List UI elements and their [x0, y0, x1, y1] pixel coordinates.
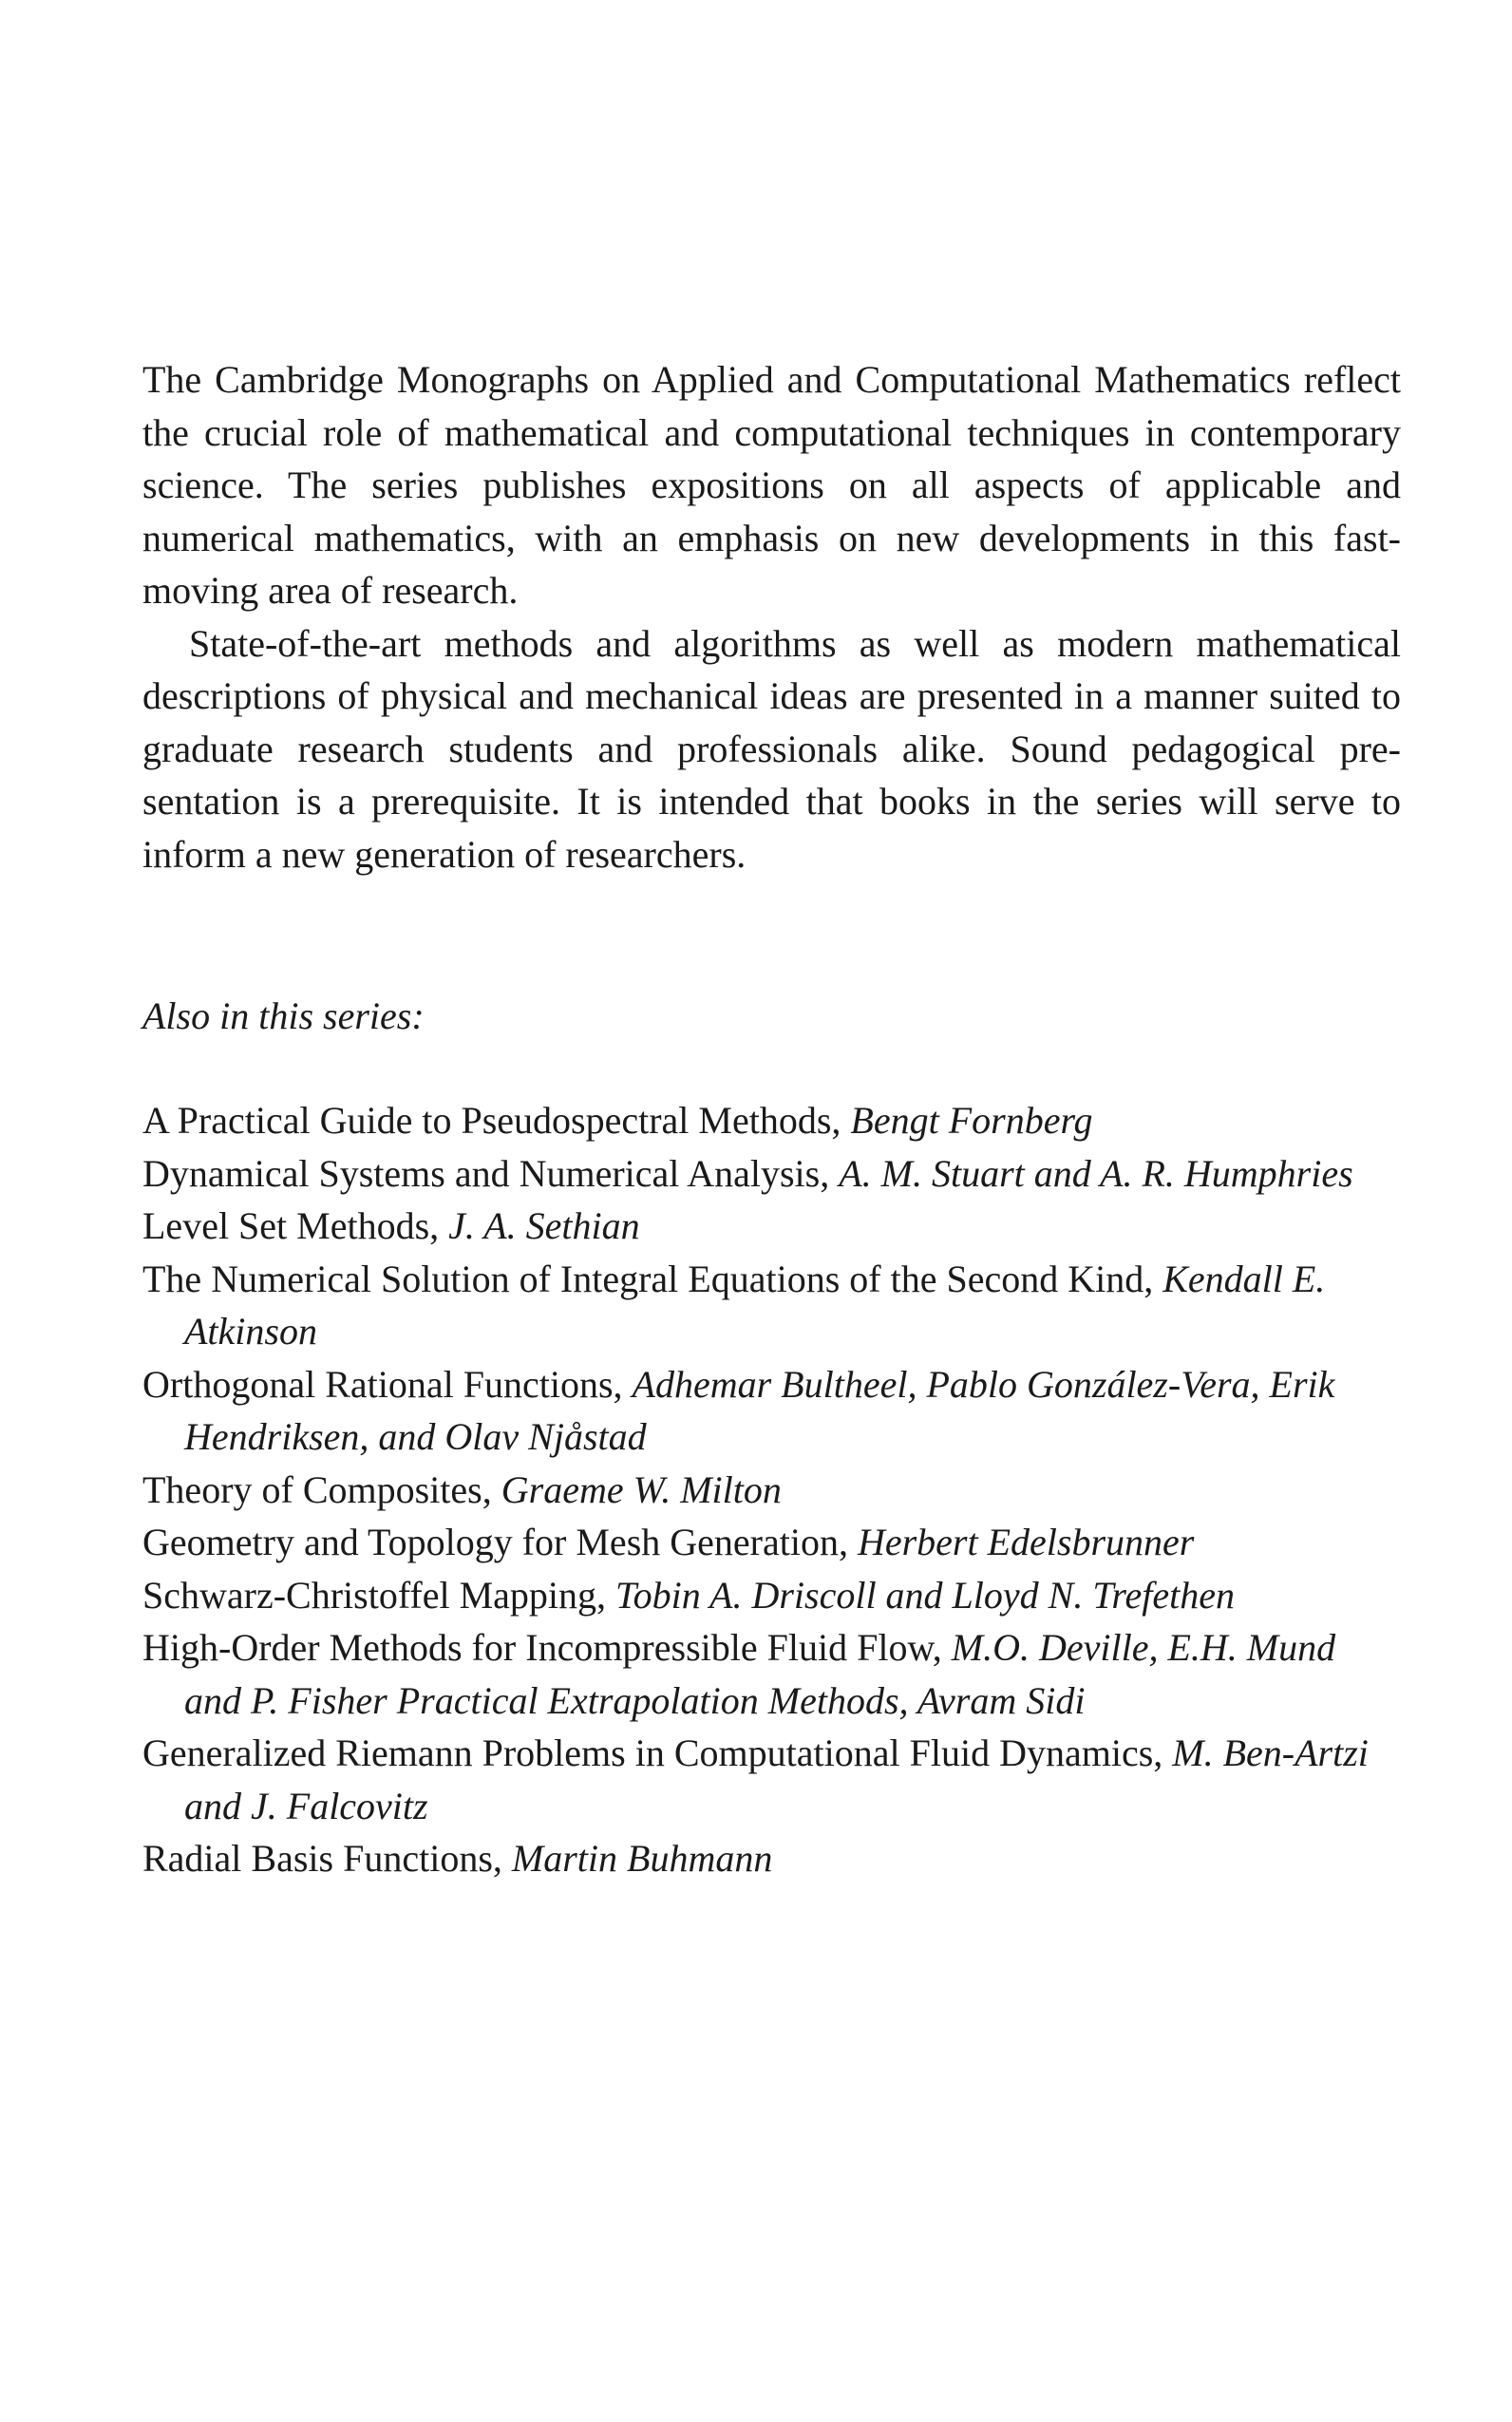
series-book-item [142, 1147, 1401, 1201]
book-author: Martin Buhmann [511, 1837, 773, 1880]
book-title: Generalized Riemann Problems in Computational Fluid Dynamics, [142, 1731, 1163, 1774]
book-title: Level Set Methods, [142, 1204, 440, 1247]
series-book-item [142, 1516, 1401, 1569]
series-book-list [142, 1094, 1401, 1885]
book-author: Kendall E. Atkinson [184, 1257, 1326, 1353]
book-title: Radial Basis Functions, [142, 1837, 502, 1880]
series-book-item [142, 1832, 1401, 1885]
book-author: Bengt Fornberg [850, 1099, 1093, 1142]
book-author: Adhemar Bultheel, Pablo González-Vera, Erik Hendriksen, and Olav Njåstad [184, 1362, 1335, 1458]
book-author: Tobin A. Driscoll and Lloyd N. Trefethen [615, 1573, 1235, 1617]
series-book-item [142, 1253, 1401, 1358]
book-title: Dynamical Systems and Numerical Analysis, [142, 1151, 830, 1195]
book-author: Herbert Edelsbrunner [857, 1521, 1195, 1563]
book-title: Geometry and Topology for Mesh Generation, [142, 1521, 848, 1563]
series-book-item [142, 1358, 1401, 1464]
book-title: The Numerical Solution of Integral Equations of the Second Kind, [142, 1257, 1154, 1300]
book-author: M.O. Deville, E.H. Mund and P. Fisher Practical Extrapolation Methods, Avram Sidi [184, 1626, 1336, 1722]
book-author: Graeme W. Milton [501, 1467, 782, 1511]
book-title: Orthogonal Rational Functions, [142, 1362, 623, 1406]
also-in-series-heading: Also in this series: [142, 994, 425, 1037]
series-aims-paragraph: State-of-the-art methods and algorithms as well as modern mathematical descriptions of physical and mechanical ideas are presented in a manner suited to graduate research students and professionals alike. Sound pedagogical presentation is a prerequisite. It is intended that books in the series will serve to inform a new generation of researchers. [142, 621, 1401, 876]
book-author: J. A. Sethian [448, 1204, 640, 1247]
book-author: M. Ben-Artzi and J. Falcovitz [184, 1731, 1369, 1827]
book-title: High-Order Methods for Incompressible Fluid Flow, [142, 1626, 942, 1669]
book-title: Theory of Composites, [142, 1467, 492, 1511]
series-description-paragraph: The Cambridge Monographs on Applied and Computational Mathematics reflect the crucial role of mathematical and computational techniques in contemporary science. The series publishes expositions on all aspects of applicable and numerical mathematics, with an emphasis on new developments in this fast-moving area of research. [142, 358, 1401, 612]
series-book-item [142, 1621, 1401, 1727]
series-book-item [142, 1200, 1401, 1253]
series-book-item [142, 1727, 1401, 1832]
series-book-item [142, 1569, 1401, 1622]
series-book-item [142, 1094, 1401, 1147]
book-title: Schwarz-Christoffel Mapping, [142, 1573, 607, 1617]
series-book-item [142, 1464, 1401, 1517]
page-content [142, 353, 1401, 1885]
book-author: A. M. Stuart and A. R. Humphries [839, 1151, 1353, 1195]
book-title: A Practical Guide to Pseudospectral Methods, [142, 1099, 841, 1142]
